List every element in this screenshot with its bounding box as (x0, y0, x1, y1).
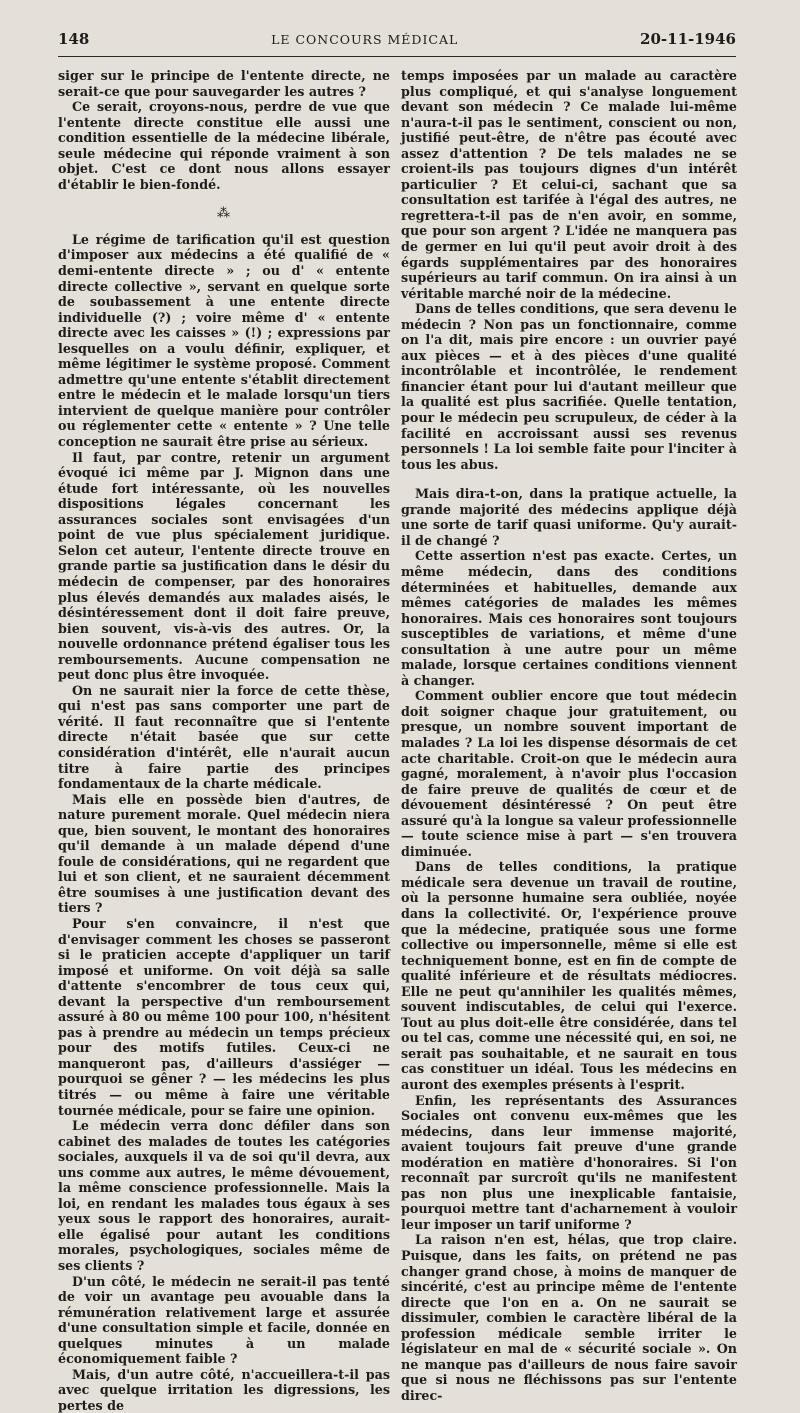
section-separator: ⁂ (217, 206, 231, 222)
paragraph: Mais, d'un autre côté, n'accueillera-t-il pas avec quelque irritation les digressions, les pertes de (58, 1366, 390, 1413)
paragraph: siger sur le principe de l'entente directe, ne serait-ce que pour sauvegarder les autres ? (58, 68, 390, 99)
paragraph: Ce serait, croyons-nous, perdre de vue que l'entente directe constitue elle aussi une condition essentielle de la médecine libérale, seule médecine qui réponde vraiment à son objet. C'est ce dont nous allons essayer d'établir le bien-fondé. (58, 99, 390, 192)
left-column (58, 68, 390, 1413)
page-header (58, 30, 736, 52)
paragraph: Comment oublier encore que tout médecin doit soigner chaque jour gratuitement, ou presque, un nombre souvent important de malades ? La loi les dispense désormais de cet acte charitable. Croit-on que le médecin aura gagné, moralement, à n'avoir plus l'occasion de faire preuve de qualités de cœur et de dévouement désintéressé ? On peut être assuré qu'à la longue sa valeur professionnelle — toute science mise à part — s'en trouvera diminuée. (401, 688, 737, 859)
paragraph: Cette assertion n'est pas exacte. Certes, un même médecin, dans des conditions déterminées et habituelles, demande aux mêmes catégories de malades les mêmes honoraires. Mais ces honoraires sont toujours susceptibles de variations, et même d'une consultation à une autre pour un même malade, lorsque certaines conditions viennent à changer. (401, 548, 737, 688)
paragraph: Pour s'en convaincre, il n'est que d'envisager comment les choses se passeront si le praticien accepte d'appliquer un tarif imposé et uniforme. On voit déjà sa salle d'attente s'encombrer de tous ceux qui, devant la perspective d'un remboursement assuré à 80 ou même 100 pour 100, n'hésitent pas à prendre au médecin un temps précieux pour des motifs futiles. Ceux-ci ne manqueront pas, d'ailleurs d'assiéger — pourquoi se gêner ? — les médecins les plus titrés — ou même à faire une véritable tournée médicale, pour se faire une opinion. (58, 915, 390, 1118)
paragraph: Dans de telles conditions, que sera devenu le médecin ? Non pas un fonctionnaire, comme on l'a dit, mais pire encore : un ouvrier payé aux pièces — et à des pièces d'une qualité incontrôlable et incontrôlée, le rendement financier étant pour lui d'autant meilleur que la qualité est plus sacrifiée. Quelle tentation, pour le médecin peu scrupuleux, de céder à la facilité en accroissant aussi ses revenus personnels ! La loi semble faite pour l'inciter à tous les abus. (401, 301, 737, 472)
paragraph: Il faut, par contre, retenir un argument évoqué ici même par J. Mignon dans une étude fort intéressante, où les nouvelles dispositions légales concernant les assurances sociales sont envisagées d'un point de vue plus spécialement juridique. Selon cet auteur, l'entente directe trouve en grande partie sa justification dans le désir du médecin de compenser, par des honoraires plus élevés demandés aux malades aisés, le désintéressement dont il doit faire preuve, bien souvent, vis-à-vis des autres. Or, la nouvelle ordonnance prétend égaliser tous les remboursements. Aucune compensation ne peut donc plus être invoquée. (58, 449, 390, 683)
right-column (401, 68, 737, 1403)
paragraph: temps imposées par un malade au caractère plus compliqué, et qui s'analyse longuement devant son médecin ? Ce malade lui-même n'aura-t-il pas le sentiment, conscient ou non, justifié peut-être, de n'être pas écouté avec assez d'attention ? De tels malades ne se croient-ils pas toujours dignes d'un intérêt particulier ? Et celui-ci, sachant que sa consultation est tarifée à l'égal des autres, ne regrettera-t-il pas de n'en avoir, en somme, que pour son argent ? L'idée ne manquera pas de germer en lui qu'il peut avoir droit à des égards supplémentaires par des honoraires supérieurs au tarif commun. On ira ainsi à un véritable marché noir de la médecine. (401, 68, 737, 301)
journal-title: LE CONCOURS MÉDICAL (271, 32, 459, 47)
paragraph: D'un côté, le médecin ne serait-il pas tenté de voir un avantage peu avouable dans la rémunération relativement large et assurée d'une consultation simple et facile, donnée en quelques minutes à un malade économiquement faible ? (58, 1273, 390, 1367)
paragraph-gap (401, 472, 737, 486)
paragraph: On ne saurait nier la force de cette thèse, qui n'est pas sans comporter une part de vérité. Il faut reconnaître que si l'entente directe n'était basée que sur cette considération d'intérêt, elle n'aurait aucun titre à faire partie des principes fondamentaux de la charte médicale. (58, 682, 390, 792)
paragraph: Le médecin verra donc défiler dans son cabinet des malades de toutes les catégories sociales, auxquels il va de soi qu'il devra, aux uns comme aux autres, le même dévouement, la même conscience professionnelle. Mais la loi, en rendant les malades tous égaux à ses yeux sous le rapport des honoraires, aurait-elle égalisé pour autant les conditions morales, psychologiques, sociales même de ses clients ? (58, 1118, 390, 1274)
paragraph: Le régime de tarification qu'il est question d'imposer aux médecins a été qualifié de « demi-entente directe » ; ou d' « entente directe collective », servant en quelque sorte de soubassement à une entente directe individuelle (?) ; voire même d' « entente directe avec les caisses » (!) ; expressions par lesquelles on a voulu définir, expliquer, et même légitimer le système proposé. Comment admettre qu'une entente s'établit directement entre le médecin et le malade lorsqu'un tiers intervient de quelque manière pour contrôler ou réglementer cette « entente » ? Une telle conception ne saurait être prise au sérieux. (58, 231, 390, 450)
paragraph: Dans de telles conditions, la pratique médicale sera devenue un travail de routine, où la personne humaine sera oubliée, noyée dans la collectivité. Or, l'expérience prouve que la médecine, pratiquée sous une forme collective ou impersonnelle, même si elle est techniquement bonne, est en fin de compte de qualité inférieure et de résultats médiocres. Elle ne peut qu'annihiler les qualités mêmes, souvent indiscutables, de celui qui l'exerce. Tout au plus doit-elle être considérée, dans tel ou tel cas, comme une nécessité qui, en soi, ne serait pas souhaitable, et ne saurait en tous cas constituer un idéal. Tous les médecins en auront des exemples présents à l'esprit. (401, 859, 737, 1092)
page-number: 148 (58, 30, 90, 48)
paragraph: Mais elle en possède bien d'autres, de nature purement morale. Quel médecin niera que, bien souvent, le montant des honoraires qu'il demande à un malade dépend d'une foule de considérations, qui ne regardent que lui et son client, et ne sauraient décemment être soumises à une justification devant des tiers ? (58, 791, 390, 916)
paragraph: Mais dira-t-on, dans la pratique actuelle, la grande majorité des médecins applique déjà une sorte de tarif quasi uniforme. Qu'y aurait-il de changé ? (401, 486, 737, 548)
paragraph: Enfin, les représentants des Assurances Sociales ont convenu eux-mêmes que les médecins, dans leur immense majorité, avaient toujours fait preuve d'une grande modération en matière d'honoraires. Si l'on reconnaît par surcroît qu'ils ne manifestent pas non plus une inexplicable fantaisie, pourquoi mettre tant d'acharnement à vouloir leur imposer un tarif uniforme ? (401, 1092, 737, 1232)
header-rule (58, 56, 736, 57)
issue-date: 20-11-1946 (640, 30, 736, 48)
paragraph: La raison n'en est, hélas, que trop claire. Puisque, dans les faits, on prétend ne pas changer grand chose, à moins de manquer de sincérité, c'est au principe même de l'entente directe que l'on en a. On ne saurait se dissimuler, combien le caractère libéral de la profession médicale semble irriter le législateur en mal de « sécurité sociale ». On ne manque pas d'ailleurs de nous faire savoir que si nous ne fléchissons pas sur l'entente direc- (401, 1232, 737, 1403)
